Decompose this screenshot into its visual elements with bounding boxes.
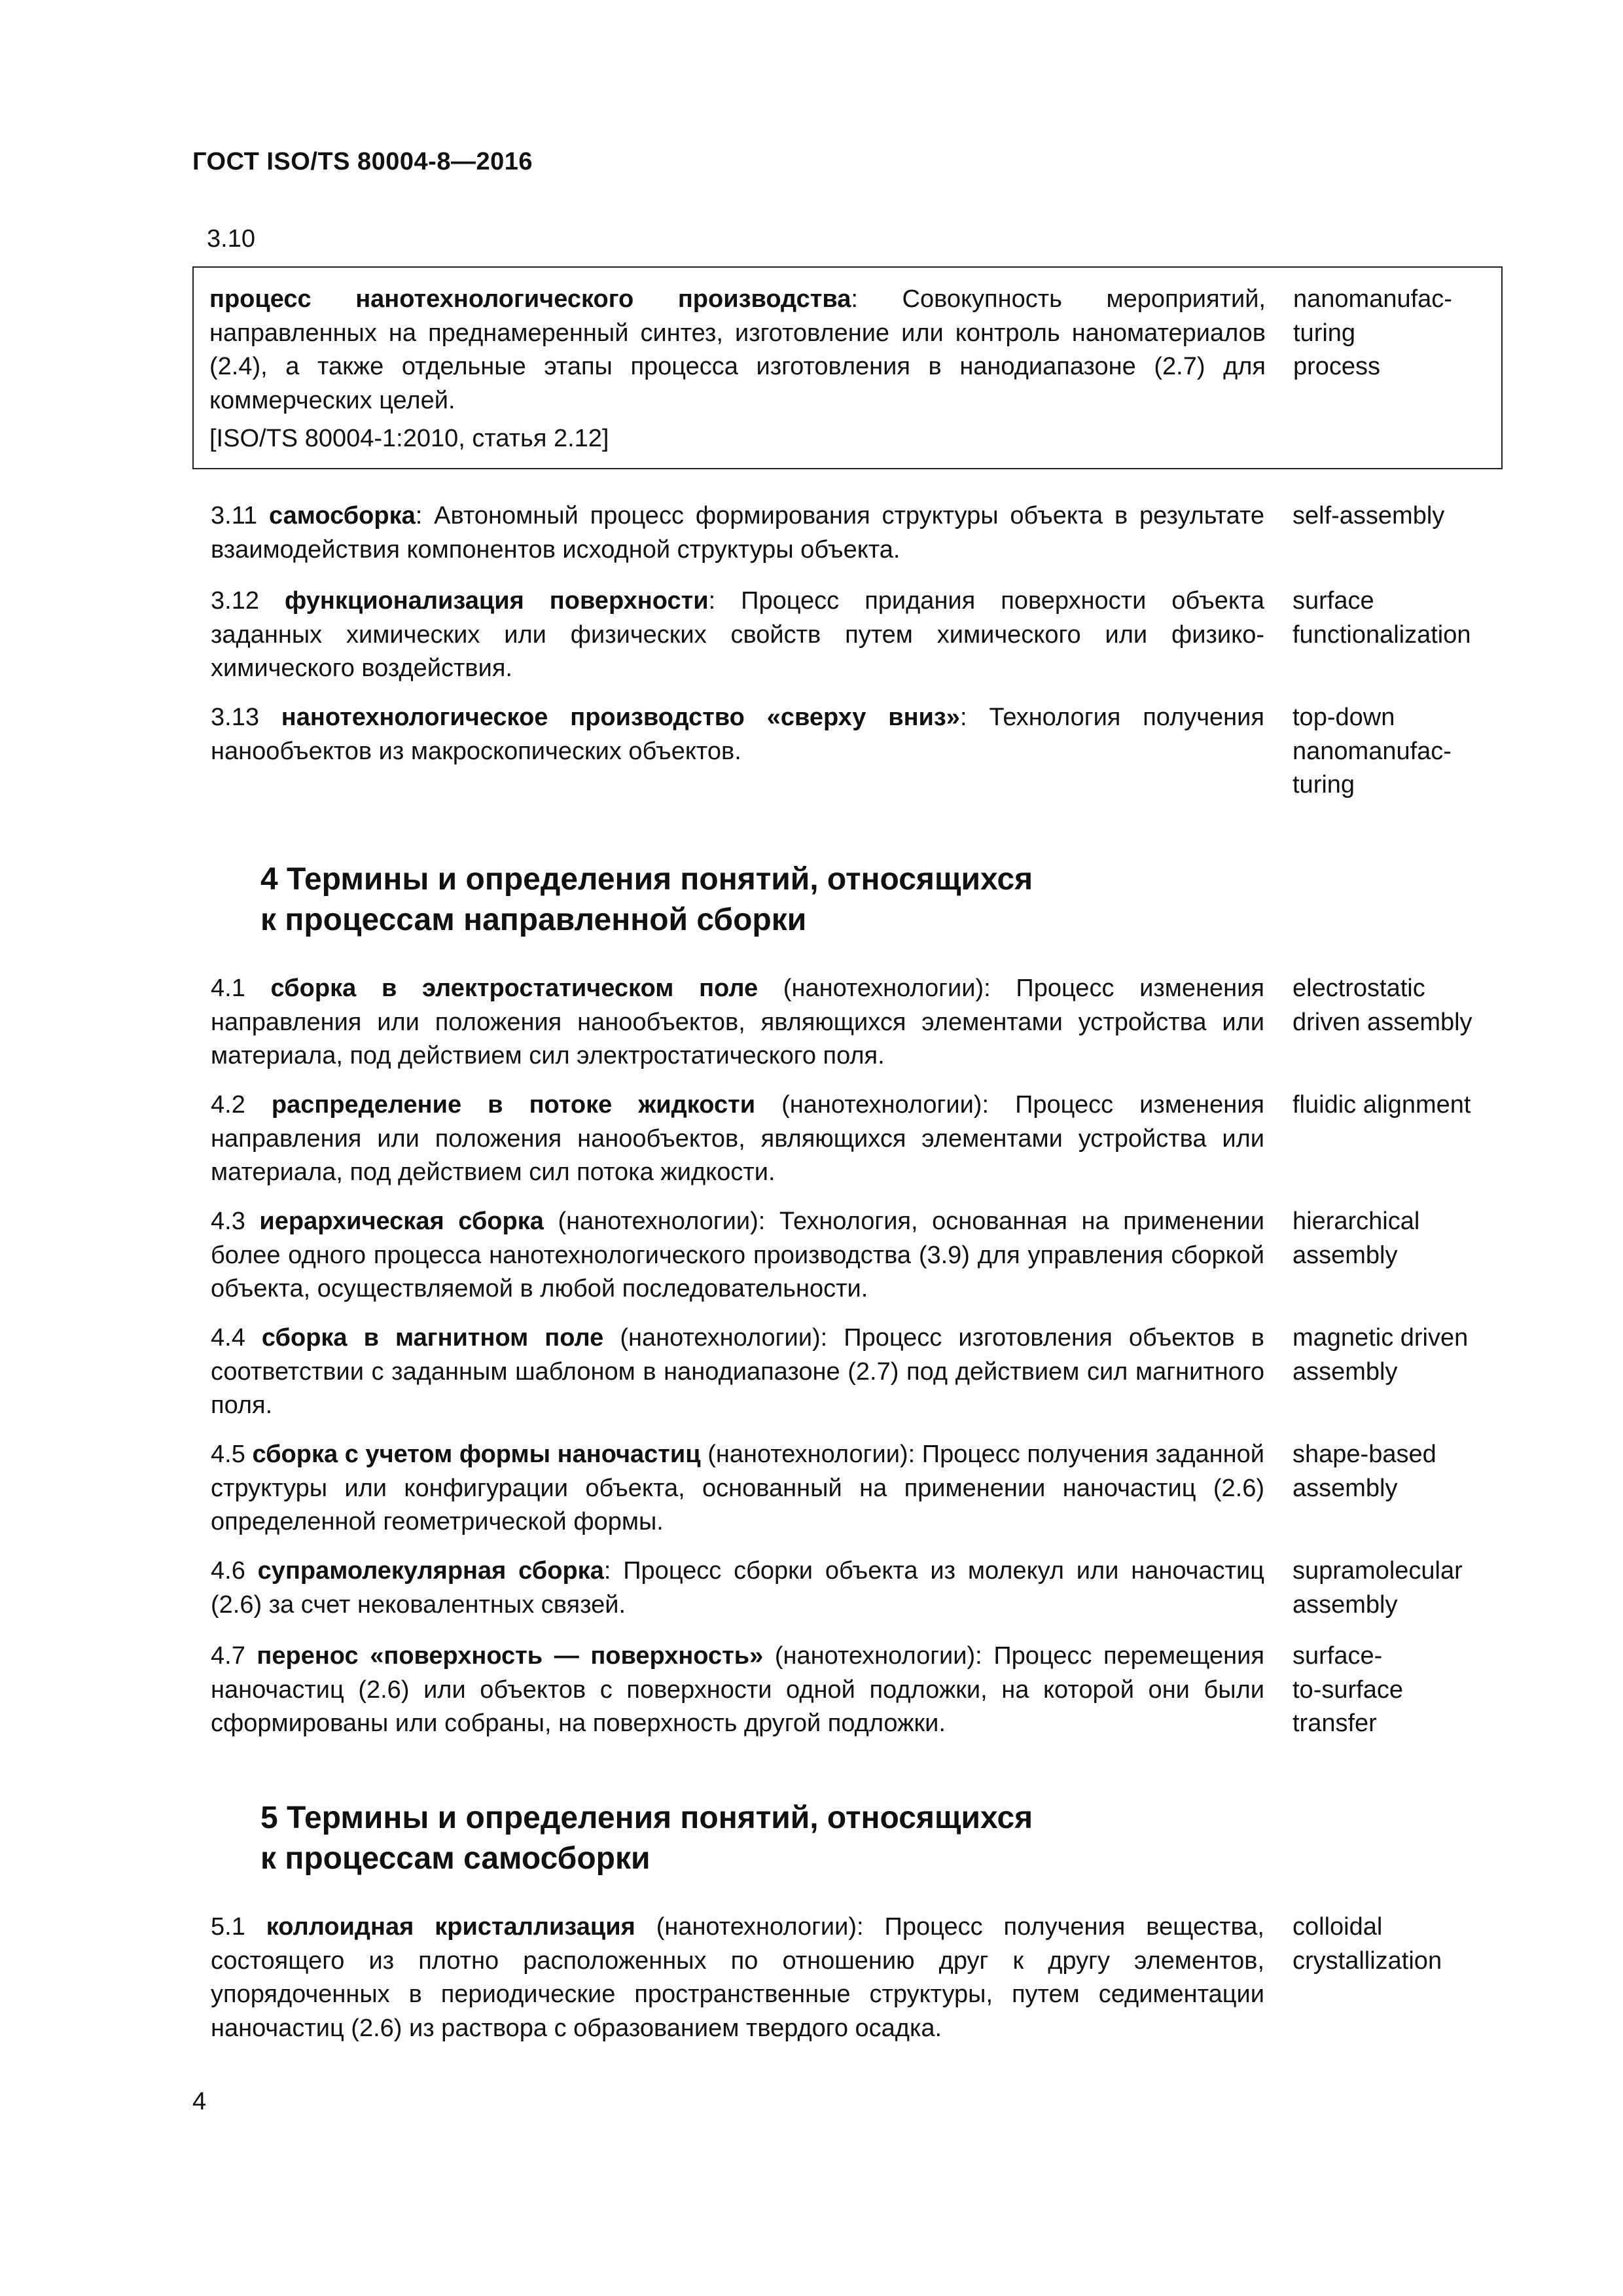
qualifier: (нанотехнологии) [755, 1091, 982, 1119]
term: супрамолекулярная сборка [257, 1557, 604, 1585]
definition: : Технология получения нанообъектов из макроскопических объектов. [211, 704, 1264, 765]
boxed-entry-3-10 [192, 266, 1503, 469]
entry-4-3 [211, 1205, 1264, 1306]
definition: : Процесс изменения направления или положения нанообъектов, являющихся элементами устройства или материала, под действием сил электростатического поля. [211, 975, 1264, 1069]
definition: : Технология, основанная на применении более одного процесса нанотехнологического производства (3.9) для управления сборкой объекта, осуществляемой в любой последовательности. [211, 1208, 1265, 1302]
term: перенос «поверхность — поверхность» [257, 1642, 764, 1670]
term: процесс нанотехнологического производства [209, 285, 851, 313]
entry-number: 4.4 [211, 1324, 262, 1352]
english-term: magnetic driven assembly [1293, 1324, 1469, 1386]
english-term: hierarchical assembly [1293, 1208, 1420, 1269]
english-term: surface- to-surface transfer [1293, 1642, 1403, 1737]
entry-number: 3.13 [211, 704, 281, 731]
entry-text [209, 283, 1266, 418]
entry-source: [ISO/TS 80004-1:2010, статья 2.12] [209, 425, 609, 452]
entry-4-1 [211, 972, 1264, 1073]
qualifier: (нанотехнологии) [603, 1324, 821, 1352]
entry-3-12 [211, 584, 1264, 686]
term: иерархическая сборка [259, 1208, 544, 1235]
entry-number: 4.6 [211, 1557, 258, 1585]
definition: : Совокупность мероприятий, направленных на преднамеренный синтез, изготовление или контроль наноматериалов (2.4), а также отдельные этапы процесса изготовления в нанодиапазоне (2.7) для коммерческих целей. [209, 285, 1266, 414]
english-term: colloidal crystallization [1293, 1913, 1442, 1975]
definition: : Процесс получения заданной структуры или конфигурации объекта, основанный на применении наночастиц (2.6) определенной геометрической формы. [211, 1441, 1264, 1535]
entry-4-5 [211, 1438, 1264, 1539]
english-term: top-down nanomanufac- turing [1293, 704, 1452, 798]
english-term: nanomanufac- turing process [1293, 285, 1452, 380]
english-term: self-assembly [1293, 502, 1445, 529]
qualifier: (нанотехнологии) [635, 1913, 857, 1941]
entry-3-11 [211, 499, 1264, 567]
definition: : Автономный процесс формирования структуры объекта в результате взаимодействия компонентов исходной структуры объекта. [211, 502, 1264, 564]
term: распределение в потоке жидкости [271, 1091, 756, 1119]
definition: : Процесс перемещения наночастиц (2.6) или объектов с поверхности одной подложки, на которой они были сформированы или собраны, на поверхность другой подложки. [211, 1642, 1264, 1737]
section-4-title: 4 Термины и определения понятий, относящихся к процессам направленной сборки [260, 862, 1033, 937]
entry-number: 3.11 [211, 502, 270, 529]
entry-3-13 [211, 701, 1264, 768]
definition: : Процесс получения вещества, состоящего из плотно расположенных по отношению друг к другу элементов, упорядоченных в периодические пространственные структуры, путем седиментации наночастиц (2.6) из раствора с образованием твердого осадка. [211, 1913, 1264, 2042]
term: сборка с учетом формы наночастиц [252, 1441, 701, 1468]
entry-number: 4.3 [211, 1208, 260, 1235]
english-term: surface functionalization [1293, 587, 1471, 649]
entry-4-4 [211, 1321, 1264, 1423]
definition: : Процесс изменения направления или положения нанообъектов, являющихся элементами устройства или материала, под действием сил потока жидкости. [211, 1091, 1264, 1186]
term: функционализация поверхности [284, 587, 709, 615]
definition: : Процесс сборки объекта из молекул или наночастиц (2.6) за счет нековалентных связей. [211, 1557, 1264, 1619]
english-term: shape-based assembly [1293, 1441, 1436, 1502]
term: коллоидная кристаллизация [266, 1913, 635, 1941]
english-term: supramolecular assembly [1293, 1557, 1463, 1619]
qualifier: (нанотехнологии) [763, 1642, 976, 1670]
qualifier: (нанотехнологии) [700, 1441, 908, 1468]
section-5-title: 5 Термины и определения понятий, относящихся к процессам самосборки [260, 1801, 1033, 1876]
term: сборка в электростатическом поле [270, 975, 758, 1002]
term: сборка в магнитном поле [261, 1324, 604, 1352]
english-term: fluidic alignment [1293, 1091, 1471, 1119]
page-number: 4 [192, 2088, 207, 2115]
entry-number: 3.12 [211, 587, 285, 615]
qualifier: (нанотехнологии) [543, 1208, 758, 1235]
entry-4-2 [211, 1088, 1264, 1190]
entry-number: 4.2 [211, 1091, 272, 1119]
page-header: ГОСТ ISO/TS 80004-8—2016 [192, 148, 533, 175]
term: самосборка [269, 502, 416, 529]
qualifier: (нанотехнологии) [758, 975, 984, 1002]
entry-4-6 [211, 1554, 1264, 1622]
entry-number: 3.10 [207, 225, 255, 253]
entry-4-7 [211, 1640, 1264, 1741]
definition: : Процесс придания поверхности объекта заданных химических или физических свойств путем химического или физико-химического воздействия. [211, 587, 1264, 682]
entry-number: 4.5 [211, 1441, 253, 1468]
entry-number: 4.7 [211, 1642, 257, 1670]
term: нанотехнологическое производство «сверху вниз» [281, 704, 960, 731]
english-term: electrostatic driven assembly [1293, 975, 1472, 1036]
entry-number: 4.1 [211, 975, 271, 1002]
definition: : Процесс изготовления объектов в соответствии с заданным шаблоном в нанодиапазоне (2.7) под действием сил магнитного поля. [211, 1324, 1264, 1419]
entry-number: 5.1 [211, 1913, 266, 1941]
entry-5-1 [211, 1910, 1264, 2045]
